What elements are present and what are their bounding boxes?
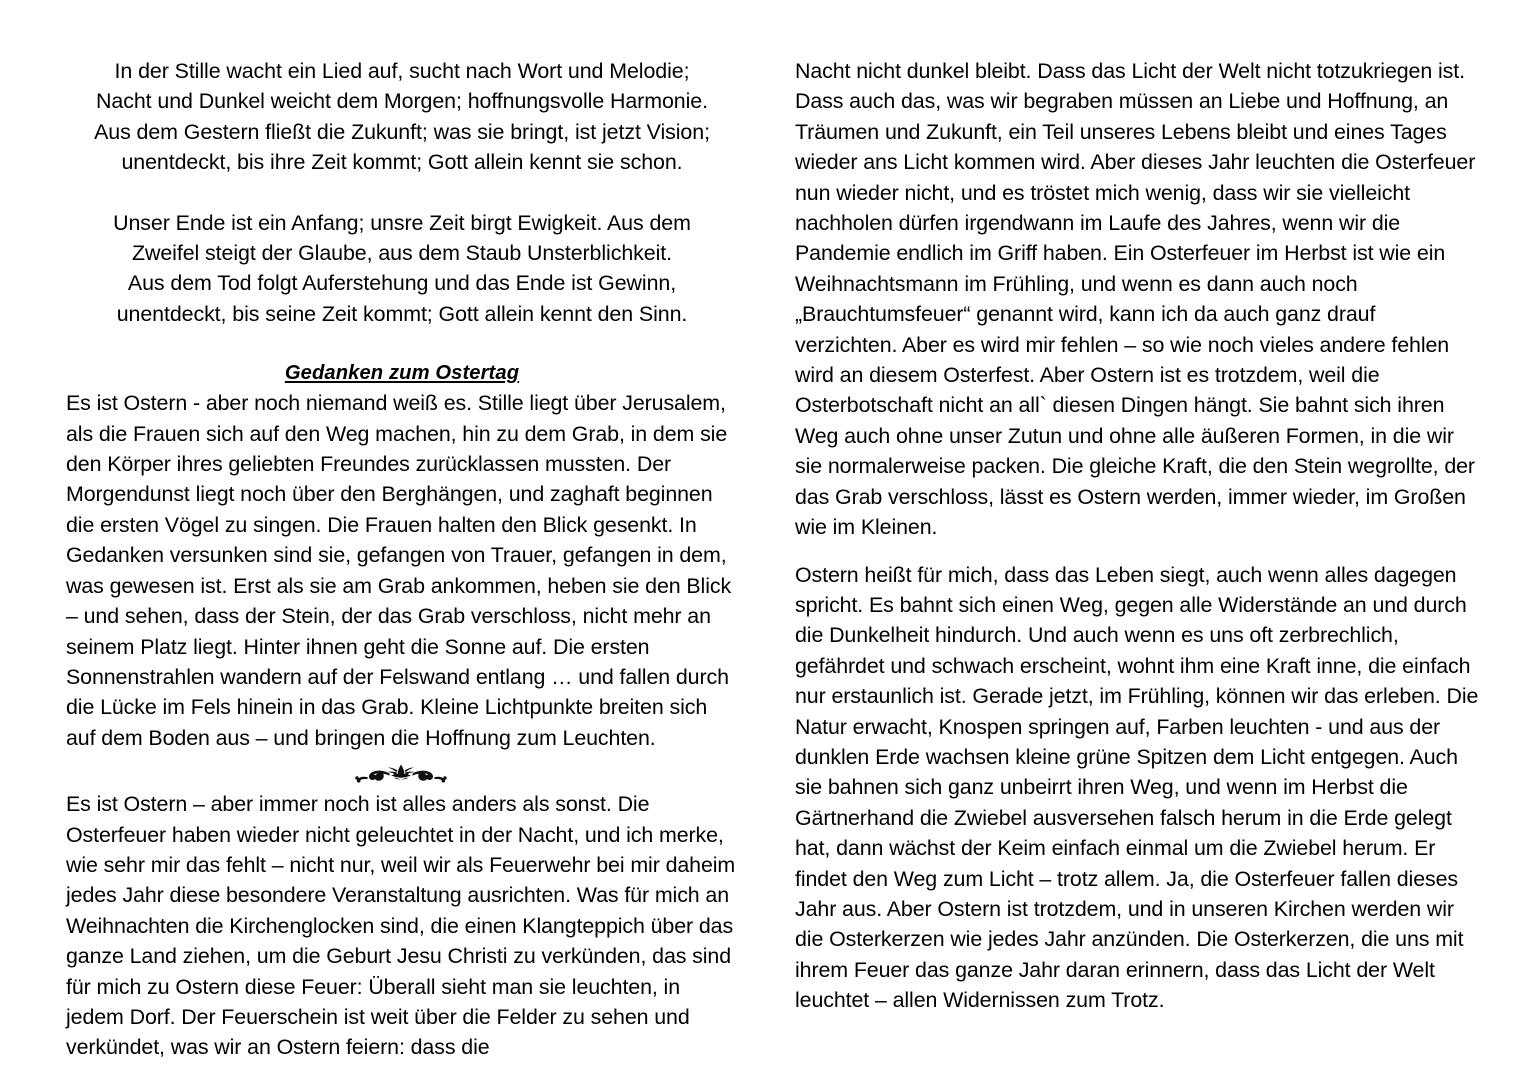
right-column — [795, 56, 1529, 1016]
section-heading: Gedanken zum Ostertag — [284, 362, 520, 385]
poem-line: In der Stille wacht ein Lied auf, sucht nach Wort und Melodie; — [114, 59, 690, 83]
poem-stanza-2 — [66, 208, 738, 330]
left-paragraph-1: Es ist Ostern - aber noch niemand weiß es. Stille liegt über Jerusalem, als die Frauen sich auf den Weg machen, hin zu dem Grab, in dem sie den Körper ihres geliebten Freundes zurücklassen mussten. Der Morgendunst liegt noch über den Berghängen, und zaghaft beginnen die ersten Vögel zu singen. Die Frauen halten den Blick gesenkt. In Gedanken versunken sind sie, gefangen von Trauer, gefangen in dem, was gewesen ist. Erst als sie am Grab ankommen, heben sie den Blick – und sehen, dass der Stein, der das Grab verschloss, nicht mehr an seinem Platz liegt. Hinter ihnen geht die Sonne auf. Die ersten Sonnenstrahlen wandern auf der Felswand entlang … und fallen durch die Lücke im Fels hinein in das Grab. Kleine Lichtpunkte breiten sich auf dem Boden aus – und bringen die Hoffnung zum Leuchten. — [66, 391, 732, 750]
right-paragraph-2: Ostern heißt für mich, dass das Leben siegt, auch wenn alles dagegen spricht. Es bahnt sich einen Weg, gegen alle Widerstände an und durch die Dunkelheit hindurch. Und auch wenn es uns oft zerbrechlich, gefährdet und schwach erscheint, wohnt ihm eine Kraft inne, die einfach nur erstaunlich ist. Gerade jetzt, im Frühling, können wir das erleben. Die Natur erwacht, Knospen springen auf, Farben leuchten - und aus der dunklen Erde wachsen kleine grüne Spitzen dem Licht entgegen. Auch sie bahnen sich ganz unbeirrt ihren Weg, und wenn im Herbst die Gärtnerhand die Zwiebel ausversehen falsch herum in die Erde gelegt hat, dann wächst der Keim einfach einmal um die Zwiebel herum. Er findet den Weg zum Licht – trotz allem. Ja, die Osterfeuer fallen dieses Jahr aus. Aber Ostern ist trotzdem, und in unseren Kirchen werden wir die Osterkerzen wie jedes Jahr anzünden. Die Osterkerzen, die uns mit ihrem Feuer das ganze Jahr daran erinnern, dass das Licht der Welt leuchtet – allen Widernissen zum Trotz. — [795, 562, 1479, 1013]
poem-line: Nacht und Dunkel weicht dem Morgen; hoffnungsvolle Harmonie. — [96, 89, 708, 114]
right-paragraph-1: Nacht nicht dunkel bleibt. Dass das Licht der Welt nicht totzukriegen ist. Dass auch das, was wir begraben müssen an Liebe und Hoffnung, an Träumen und Zukunft, ein Teil unseres Lebens bleibt und eines Tages wieder ans Licht kommen wird. Aber dieses Jahr leuchten die Osterfeuer nun wieder nicht, und es tröstet mich wenig, dass wir sie vielleicht nachholen dürfen irgendwann im Laufe des Jahres, wenn wir die Pandemie endlich im Griff haben. Ein Osterfeuer im Herbst ist wie ein Weihnachtsmann im Frühling, und wenn es dann auch noch „Brauchtumsfeuer“ genannt wird, kann ich da auch ganz drauf verzichten. Aber es wird mir fehlen – so wie noch vieles andere fehlen wird an diesem Osterfest. Aber Ostern ist es trotzdem, weil die Osterbotschaft nicht an all` diesen Dingen hängt. Sie bahnt sich ihren Weg auch ohne unser Zutun und ohne alle äußeren Formen, in die wir sie normalerweise packen. Die gleiche Kraft, die den Stein wegrollte, der das Grab verschloss, lässt es Ostern werden, immer wieder, im Großen wie im Kleinen. — [795, 59, 1476, 540]
poem-stanza-1 — [66, 56, 738, 178]
poem-line: Aus dem Gestern fließt die Zukunft; was sie bringt, ist jetzt Vision; — [94, 119, 710, 144]
poem-block — [66, 56, 738, 329]
ornament-divider — [66, 761, 738, 783]
left-column — [0, 56, 738, 1063]
floral-fleuron-icon — [339, 761, 463, 783]
poem-line: Zweifel steigt der Glaube, aus dem Staub Unsterblichkeit. — [132, 241, 672, 266]
poem-line: Aus dem Tod folgt Auferstehung und das Ende ist Gewinn, — [127, 271, 677, 296]
poem-line: Unser Ende ist ein Anfang; unsre Zeit birgt Ewigkeit. Aus dem — [113, 210, 691, 235]
two-column-layout — [0, 56, 1529, 1063]
poem-line: unentdeckt, bis ihre Zeit kommt; Gott allein kennt sie schon. — [121, 150, 683, 175]
poem-line: unentdeckt, bis seine Zeit kommt; Gott allein kennt den Sinn. — [116, 301, 688, 326]
left-paragraph-2: Es ist Ostern – aber immer noch ist alles anders als sonst. Die Osterfeuer haben wieder nicht geleuchtet in der Nacht, und ich merke, wie sehr mir das fehlt – nicht nur, weil wir als Feuerwehr bei mir daheim jedes Jahr diese besondere Veranstaltung ausrichten. Was für mich an Weihnachten die Kirchenglocken sind, die einen Klangteppich über das ganze Land ziehen, um die Geburt Jesu Christi zu verkünden, das sind für mich zu Ostern diese Feuer: Überall sieht man sie leuchten, in jedem Dorf. Der Feuerschein ist weit über die Felder zu sehen und verkündet, was wir an Ostern feiern: dass die — [66, 792, 736, 1060]
